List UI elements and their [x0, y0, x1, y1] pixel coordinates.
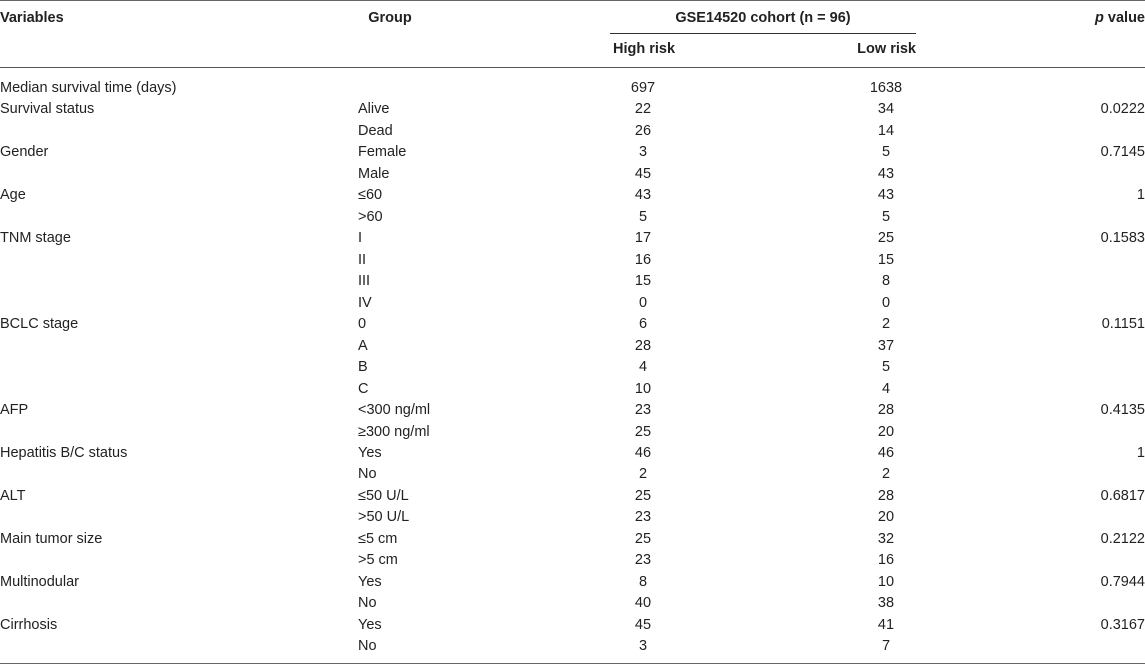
- table-row: [0, 443, 1145, 464]
- cell-group: <300 ng/ml: [358, 402, 431, 419]
- cell-group: Female: [358, 144, 407, 161]
- cell-p-value: 0.4135: [1100, 402, 1145, 419]
- header-high-risk: High risk: [612, 41, 676, 57]
- cell-variable: TNM stage: [0, 230, 71, 247]
- cell-low-risk: 5: [881, 208, 891, 225]
- cell-high-risk: 46: [634, 444, 652, 461]
- cell-high-risk: 22: [634, 101, 652, 118]
- table-row: [0, 99, 1145, 120]
- table-row: [0, 357, 1145, 378]
- cell-low-risk: 32: [877, 530, 895, 547]
- cell-low-risk: 28: [877, 402, 895, 419]
- cell-group: >60: [358, 208, 383, 225]
- cell-low-risk: 14: [877, 122, 895, 139]
- cell-low-risk: 10: [877, 573, 895, 590]
- cell-p-value: 1: [1136, 187, 1145, 204]
- table-row: [0, 336, 1145, 357]
- cell-low-risk: 7: [881, 638, 891, 655]
- cell-low-risk: 2: [881, 316, 891, 333]
- cell-group: I: [358, 230, 363, 247]
- cell-low-risk: 0: [881, 294, 891, 311]
- cell-low-risk: 25: [877, 230, 895, 247]
- header-variables: Variables: [0, 10, 64, 26]
- cell-high-risk: 3: [638, 638, 648, 655]
- table-row: [0, 314, 1145, 335]
- cell-group: No: [358, 595, 377, 612]
- table-row: [0, 593, 1145, 614]
- cell-low-risk: 43: [877, 187, 895, 204]
- cell-high-risk: 3: [638, 144, 648, 161]
- cell-low-risk: 20: [877, 423, 895, 440]
- cell-high-risk: 0: [638, 294, 648, 311]
- table-row: [0, 293, 1145, 314]
- header-p-rest: value: [1103, 10, 1145, 26]
- cell-group: No: [358, 466, 377, 483]
- cell-low-risk: 4: [881, 380, 891, 397]
- cell-variable: Cirrhosis: [0, 616, 58, 633]
- cell-high-risk: 23: [634, 552, 652, 569]
- cell-low-risk: 34: [877, 101, 895, 118]
- cell-high-risk: 4: [638, 359, 648, 376]
- cell-low-risk: 43: [877, 165, 895, 182]
- cell-group: No: [358, 638, 377, 655]
- table-row: [0, 78, 1145, 99]
- cell-variable: Hepatitis B/C status: [0, 444, 128, 461]
- cell-high-risk: 40: [634, 595, 652, 612]
- cell-group: ≤5 cm: [358, 530, 398, 547]
- cell-variable: Median survival time (days): [0, 80, 177, 96]
- cell-low-risk: 5: [881, 144, 891, 161]
- cell-group: Male: [358, 165, 390, 182]
- cell-high-risk: 28: [634, 337, 652, 354]
- cell-low-risk: 16: [877, 552, 895, 569]
- cell-high-risk: 43: [634, 187, 652, 204]
- cell-group: III: [358, 273, 371, 290]
- table-row: [0, 529, 1145, 550]
- cell-variable: Multinodular: [0, 573, 79, 590]
- cell-low-risk: 41: [877, 616, 895, 633]
- table-row: [0, 164, 1145, 185]
- table-row: [0, 422, 1145, 443]
- cell-low-risk: 8: [881, 273, 891, 290]
- table-row: [0, 250, 1145, 271]
- cell-group: B: [358, 359, 368, 376]
- cell-p-value: 0.7944: [1100, 573, 1145, 590]
- cell-group: C: [358, 380, 369, 397]
- cell-group: ≤50 U/L: [358, 487, 409, 504]
- cell-high-risk: 6: [638, 316, 648, 333]
- cohort-underline: [610, 33, 916, 34]
- cell-variable: ALT: [0, 487, 26, 504]
- cell-variable: Survival status: [0, 101, 95, 118]
- cell-high-risk: 697: [630, 80, 656, 96]
- cell-high-risk: 23: [634, 509, 652, 526]
- table-row: [0, 228, 1145, 249]
- header-cohort: GSE14520 cohort (n = 96): [675, 10, 851, 26]
- cell-group: II: [358, 251, 367, 268]
- cell-low-risk: 38: [877, 595, 895, 612]
- cell-high-risk: 45: [634, 616, 652, 633]
- cell-group: Yes: [358, 444, 382, 461]
- table-row: [0, 271, 1145, 292]
- cell-p-value: 0.3167: [1100, 616, 1145, 633]
- cell-high-risk: 2: [638, 466, 648, 483]
- table-header: [0, 0, 1145, 70]
- cell-low-risk: 5: [881, 359, 891, 376]
- cell-group: IV: [358, 294, 372, 311]
- cell-high-risk: 25: [634, 487, 652, 504]
- cell-high-risk: 16: [634, 251, 652, 268]
- cell-p-value: 0.2122: [1100, 530, 1145, 547]
- cell-high-risk: 26: [634, 122, 652, 139]
- table-body: [0, 78, 1145, 658]
- cell-low-risk: 1638: [869, 80, 903, 96]
- cell-group: Yes: [358, 616, 382, 633]
- table-row: [0, 464, 1145, 485]
- cell-group: Dead: [358, 122, 393, 139]
- cell-p-value: 0.0222: [1100, 101, 1145, 118]
- cell-group: ≥300 ng/ml: [358, 423, 430, 440]
- table-row: [0, 142, 1145, 163]
- cell-variable: BCLC stage: [0, 316, 79, 333]
- cell-high-risk: 8: [638, 573, 648, 590]
- cell-high-risk: 23: [634, 402, 652, 419]
- table-row: [0, 486, 1145, 507]
- cell-p-value: 0.6817: [1100, 487, 1145, 504]
- table-row: [0, 400, 1145, 421]
- cell-low-risk: 28: [877, 487, 895, 504]
- table-row: [0, 507, 1145, 528]
- table-row: [0, 185, 1145, 206]
- cell-variable: AFP: [0, 402, 29, 419]
- cell-group: Alive: [358, 101, 390, 118]
- cell-high-risk: 15: [634, 273, 652, 290]
- table-row: [0, 550, 1145, 571]
- cell-group: >50 U/L: [358, 509, 410, 526]
- cell-high-risk: 25: [634, 530, 652, 547]
- cell-low-risk: 20: [877, 509, 895, 526]
- cell-group: ≤60: [358, 187, 383, 204]
- cell-p-value: 0.1583: [1100, 230, 1145, 247]
- cell-high-risk: 45: [634, 165, 652, 182]
- cell-low-risk: 15: [877, 251, 895, 268]
- cell-group: A: [358, 337, 368, 354]
- cell-group: Yes: [358, 573, 382, 590]
- cell-high-risk: 5: [638, 208, 648, 225]
- cell-variable: Age: [0, 187, 26, 204]
- cell-high-risk: 25: [634, 423, 652, 440]
- cell-high-risk: 10: [634, 380, 652, 397]
- header-group: Group: [368, 10, 412, 26]
- table-row: [0, 636, 1145, 657]
- cell-p-value: 0.1151: [1101, 316, 1145, 333]
- cell-group: >5 cm: [358, 552, 398, 569]
- table-row: [0, 572, 1145, 593]
- table-bottom-rule: [0, 663, 1145, 664]
- header-low-risk: Low risk: [857, 41, 916, 57]
- table-row: [0, 379, 1145, 400]
- cell-p-value: 0.7145: [1100, 144, 1145, 161]
- cell-variable: Main tumor size: [0, 530, 103, 547]
- header-p-value: [1060, 10, 1145, 26]
- cell-low-risk: 2: [881, 466, 891, 483]
- header-bottom-rule: [0, 67, 1145, 68]
- cell-variable: Gender: [0, 144, 49, 161]
- header-p-letter: p: [1095, 10, 1104, 26]
- cell-group: 0: [358, 316, 367, 333]
- cell-low-risk: 46: [877, 444, 895, 461]
- table-row: [0, 121, 1145, 142]
- cell-p-value: 1: [1136, 444, 1145, 461]
- table-row: [0, 207, 1145, 228]
- table-row: [0, 615, 1145, 636]
- cell-high-risk: 17: [634, 230, 652, 247]
- cell-low-risk: 37: [877, 337, 895, 354]
